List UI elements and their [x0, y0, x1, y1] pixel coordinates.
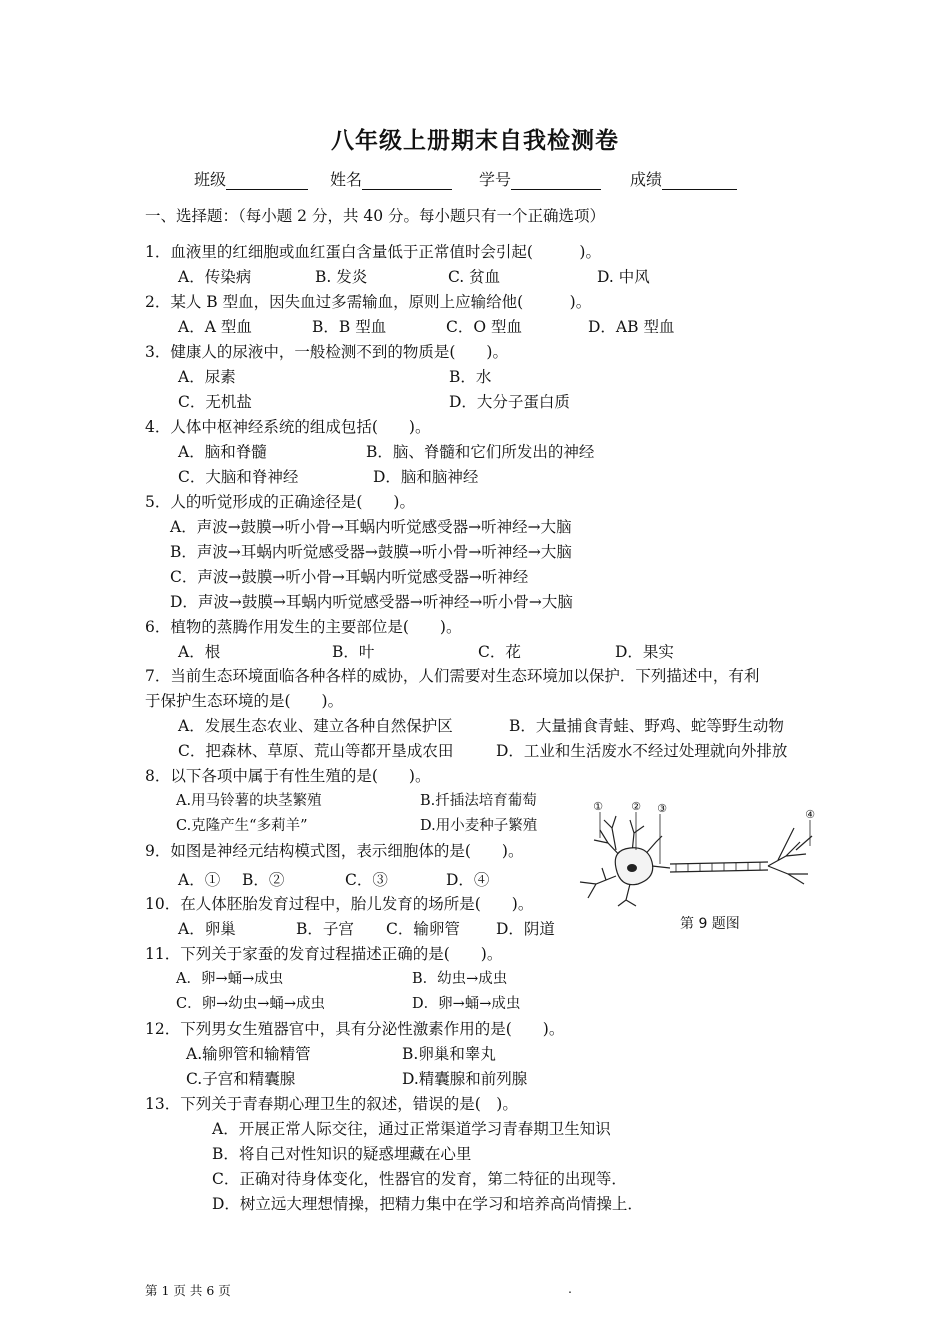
q10-option-c: C．输卵管 — [386, 920, 460, 938]
question-13: 13．下列关于青春期心理卫生的叙述，错误的是( )。 — [145, 1095, 518, 1113]
question-3: 3．健康人的尿液中，一般检测不到的物质是( )。 — [145, 343, 508, 361]
id-label: 学号 — [479, 170, 512, 189]
q13-option-a: A．开展正常人际交往，通过正常渠道学习青春期卫生知识 — [212, 1120, 611, 1138]
question-6: 6．植物的蒸腾作用发生的主要部位是( )。 — [145, 618, 462, 636]
class-label: 班级 — [194, 170, 227, 189]
id-blank[interactable] — [511, 172, 601, 190]
q9-option-a: A．① — [178, 871, 221, 889]
q8-option-a: A.用马铃薯的块茎繁殖 — [176, 793, 322, 809]
q3-option-b: B．水 — [449, 368, 492, 386]
q12-option-b: B.卵巢和睾丸 — [402, 1045, 496, 1063]
id-field — [479, 167, 601, 190]
q13-option-b: B．将自己对性知识的疑惑埋藏在心里 — [212, 1145, 472, 1163]
question-9: 9．如图是神经元结构模式图，表示细胞体的是( )。 — [145, 842, 524, 860]
score-label: 成绩 — [630, 170, 663, 189]
name-label: 姓名 — [330, 170, 363, 189]
q3-option-d: D．大分子蛋白质 — [449, 393, 570, 411]
score-field — [630, 167, 737, 190]
q5-option-b: B．声波→耳蜗内听觉感受器→鼓膜→听小骨→听神经→大脑 — [170, 543, 572, 561]
q12-option-d: D.精囊腺和前列腺 — [402, 1070, 528, 1088]
q3-option-c: C．无机盐 — [178, 393, 252, 411]
q4-option-c: C．大脑和脊神经 — [178, 468, 299, 486]
q5-option-a: A．声波→鼓膜→听小骨→耳蜗内听觉感受器→听神经→大脑 — [170, 518, 572, 536]
q4-option-a: A．脑和脊髓 — [178, 443, 267, 461]
neuron-diagram — [572, 798, 822, 908]
page-title: 八年级上册期末自我检测卷 — [331, 128, 619, 154]
q7-option-a: A．发展生态农业、建立各种自然保护区 — [178, 717, 453, 735]
q7-option-c: C．把森林、草原、荒山等都开垦成农田 — [178, 742, 454, 760]
q1-option-d: D. 中风 — [597, 268, 650, 286]
question-8: 8．以下各项中属于有性生殖的是( )。 — [145, 767, 431, 785]
question-10: 10．在人体胚胎发育过程中，胎儿发育的场所是( )。 — [145, 895, 534, 913]
q13-option-c: C．正确对待身体变化，性器官的发育，第二特征的出现等． — [212, 1170, 627, 1188]
question-2: 2．某人 B 型血，因失血过多需输血，原则上应输给他( )。 — [145, 293, 592, 311]
q10-option-a: A．卵巢 — [178, 920, 236, 938]
question-1: 1．血液里的红细胞或血红蛋白含量低于正常值时会引起( )。 — [145, 243, 601, 261]
q2-option-a: A．A 型血 — [178, 318, 252, 336]
label-3: ③ — [657, 802, 667, 815]
question-7: 7．当前生态环境面临各种各样的威协，人们需要对生态环境加以保护．下列描述中，有利 — [145, 667, 760, 685]
q6-option-c: C．花 — [478, 643, 521, 661]
q12-option-c: C.子宫和精囊腺 — [186, 1070, 296, 1088]
q1-option-c: C. 贫血 — [448, 268, 501, 286]
q6-option-b: B．叶 — [332, 643, 375, 661]
nucleus — [627, 864, 637, 872]
q9-option-d: D．④ — [446, 871, 490, 889]
q13-option-d: D．树立远大理想情操，把精力集中在学习和培养高尚情操上． — [212, 1195, 643, 1213]
q3-option-a: A．尿素 — [178, 368, 236, 386]
footer-dot: . — [568, 1281, 572, 1296]
q2-option-b: B．B 型血 — [312, 318, 387, 336]
label-1: ① — [593, 800, 603, 813]
q5-option-d: D．声波→鼓膜→耳蜗内听觉感受器→听神经→听小骨→大脑 — [170, 593, 573, 611]
label-2: ② — [631, 800, 641, 813]
section-heading: 一、选择题：（每小题 2 分，共 40 分。每小题只有一个正确选项） — [145, 207, 606, 225]
q11-option-d: D．卵→蛹→成虫 — [412, 996, 521, 1012]
q8-option-c: C.克隆产生“多莉羊” — [176, 818, 308, 834]
q5-option-c: C．声波→鼓膜→听小骨→耳蜗内听觉感受器→听神经 — [170, 568, 529, 586]
q11-option-a: A．卵→蛹→成虫 — [176, 971, 284, 987]
score-blank[interactable] — [662, 172, 737, 190]
q11-option-b: B．幼虫→成虫 — [412, 971, 508, 987]
axon-terminal — [768, 828, 812, 884]
name-blank[interactable] — [362, 172, 452, 190]
q9-option-b: B．② — [242, 871, 285, 889]
dendrite-4 — [618, 884, 636, 906]
dendrite-3 — [580, 868, 616, 898]
class-blank[interactable] — [226, 172, 308, 190]
q8-option-b: B.扦插法培育葡萄 — [420, 793, 537, 809]
q11-option-c: C．卵→幼虫→蛹→成虫 — [176, 996, 326, 1012]
q7-option-d: D．工业和生活废水不经过处理就向外排放 — [496, 742, 788, 760]
q10-option-b: B．子宫 — [296, 920, 354, 938]
question-12: 12．下列男女生殖器官中，具有分泌性激素作用的是( )。 — [145, 1020, 565, 1038]
label-4: ④ — [805, 808, 815, 821]
q4-option-b: B．脑、脊髓和它们所发出的神经 — [366, 443, 595, 461]
q4-option-d: D．脑和脑神经 — [373, 468, 479, 486]
q2-option-c: C．O 型血 — [446, 318, 522, 336]
q2-option-d: D．AB 型血 — [588, 318, 675, 336]
question-7-cont: 于保护生态环境的是( )。 — [145, 692, 344, 710]
name-field — [330, 167, 452, 190]
q6-option-d: D．果实 — [615, 643, 674, 661]
q1-option-a: A．传染病 — [178, 268, 252, 286]
q7-option-b: B．大量捕食青蛙、野鸡、蛇等野生动物 — [509, 717, 784, 735]
q10-option-d: D．阴道 — [496, 920, 555, 938]
question-5: 5．人的听觉形成的正确途径是( )。 — [145, 493, 415, 511]
q12-option-a: A.输卵管和输精管 — [186, 1045, 311, 1063]
question-11: 11．下列关于家蚕的发育过程描述正确的是( )。 — [145, 945, 503, 963]
q6-option-a: A．根 — [178, 643, 221, 661]
figure-caption: 第 9 题图 — [680, 916, 740, 932]
page-number: 第 1 页 共 6 页 — [145, 1283, 231, 1298]
q1-option-b: B. 发炎 — [315, 268, 368, 286]
q9-option-c: C．③ — [345, 871, 388, 889]
class-field — [194, 167, 308, 190]
question-4: 4．人体中枢神经系统的组成包括( )。 — [145, 418, 431, 436]
q8-option-d: D.用小麦种子繁殖 — [420, 818, 538, 834]
